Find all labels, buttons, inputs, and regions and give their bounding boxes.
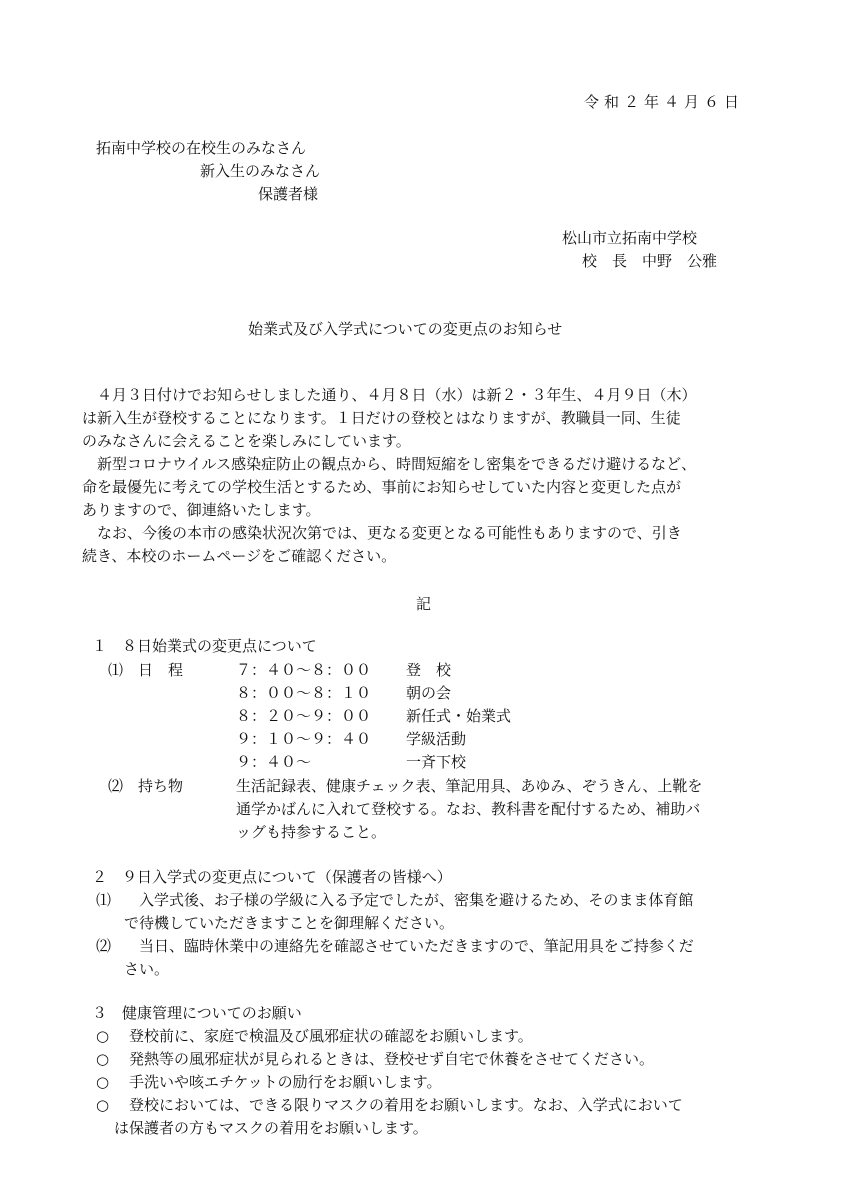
section3-item-line: 発熱等の風邪症状が見られるときは、登校せず自宅で休養をさせてください。 [114,1050,655,1068]
schedule-event: 新任式・始業式 [406,707,512,725]
section2-item-line: 当日、臨時休業中の連絡先を確認させていただきますので、筆記用具をご持参くだ [124,937,694,955]
schedule-time: ８：２０～９：００ [236,707,372,725]
section1-heading: １ ８日始業式の変更点について [92,637,317,655]
schedule-event: 学級活動 [406,730,467,748]
intro-line: のみなさんに会えることを楽しみにしています。 [82,432,411,450]
intro-line: 新型コロナウイルス感染症防止の観点から、時間短縮をし密集をできるだけ避けるなど、 [82,455,697,473]
ki-marker: 記 [416,595,432,613]
intro-line: ありますので、御連絡いたします。 [82,501,321,519]
schedule-time: ９：１０～９：４０ [236,730,372,748]
schedule-time: ８：００～８：１０ [236,684,372,702]
section3-item-line: 登校においては、できる限りマスクの着用をお願いします。なお、入学式において [114,1096,683,1114]
intro-line: 続き、本校のホームページをご確認ください。 [82,547,397,565]
bullet-icon: ○ [96,1027,110,1045]
section3-heading: ３ 健康管理についてのお願い [92,1004,302,1022]
section3-item-line: 登校前に、家庭で検温及び風邪症状の確認をお願いします。 [114,1027,533,1045]
items-line: 生活記録表、健康チェック表、筆記用具、あゆみ、ぞうきん、上靴を [236,777,703,795]
intro-line: は新入生が登校することになります。１日だけの登校とはなりますが、教職員一同、生徒 [82,409,681,427]
intro-line: ４月３日付けでお知らせしました通り、４月８日（水）は新２・３年生、４月９日（木） [82,386,697,404]
section3-item-line: 手洗いや咳エチケットの励行をお願いします。 [114,1073,442,1091]
intro-line: 命を最優先に考えての学校生活とするため、事前にお知らせしていた内容と変更した点が [82,478,681,496]
issue-date: 令和２年４月６日 [584,93,745,111]
section2-item-marker: ⑴ [96,891,112,909]
items-line: ッグも持参すること。 [236,823,387,841]
schedule-time: ９：４０～ [236,753,312,771]
recipient-students: 拓南中学校の在校生のみなさん [96,139,307,157]
section2-heading: ２ ９日入学式の変更点について（保護者の皆様へ） [92,868,452,886]
recipient-guardians: 保護者様 [258,185,319,203]
section2-item-line: で待機していただきますことを御理解ください。 [124,914,455,932]
bullet-icon: ○ [96,1096,110,1114]
schedule-time: ７：４０～８：００ [236,661,372,679]
recipient-new-students: 新入生のみなさん [200,162,321,180]
items-line: 通学かばんに入れて登校する。なお、教科書を配付するため、補助バ [236,800,701,818]
items-label: ⑵ 持ち物 [108,777,184,795]
schedule-label: ⑴ 日 程 [108,661,184,679]
intro-line: なお、今後の本市の感染状況次第では、更なる変更となる可能性もありますので、引き [82,524,682,542]
section2-item-line: 入学式後、お子様の学級に入る予定でしたが、密集を避けるため、そのまま体育館 [124,891,694,909]
schedule-event: 登 校 [406,661,452,679]
section2-item-marker: ⑵ [96,937,112,955]
section3-item-line: は保護者の方もマスクの着用をお願いします。 [114,1119,428,1137]
schedule-event: 朝の会 [406,684,452,702]
sender-principal: 校 長 中野 公雅 [582,252,718,270]
bullet-icon: ○ [96,1073,110,1091]
sender-school: 松山市立拓南中学校 [562,229,698,247]
document-title: 始業式及び入学式についての変更点のお知らせ [248,320,563,338]
bullet-icon: ○ [96,1050,110,1068]
schedule-event: 一斉下校 [406,753,467,771]
intro-paragraph [82,384,772,568]
section2-item-line: さい。 [124,960,170,978]
